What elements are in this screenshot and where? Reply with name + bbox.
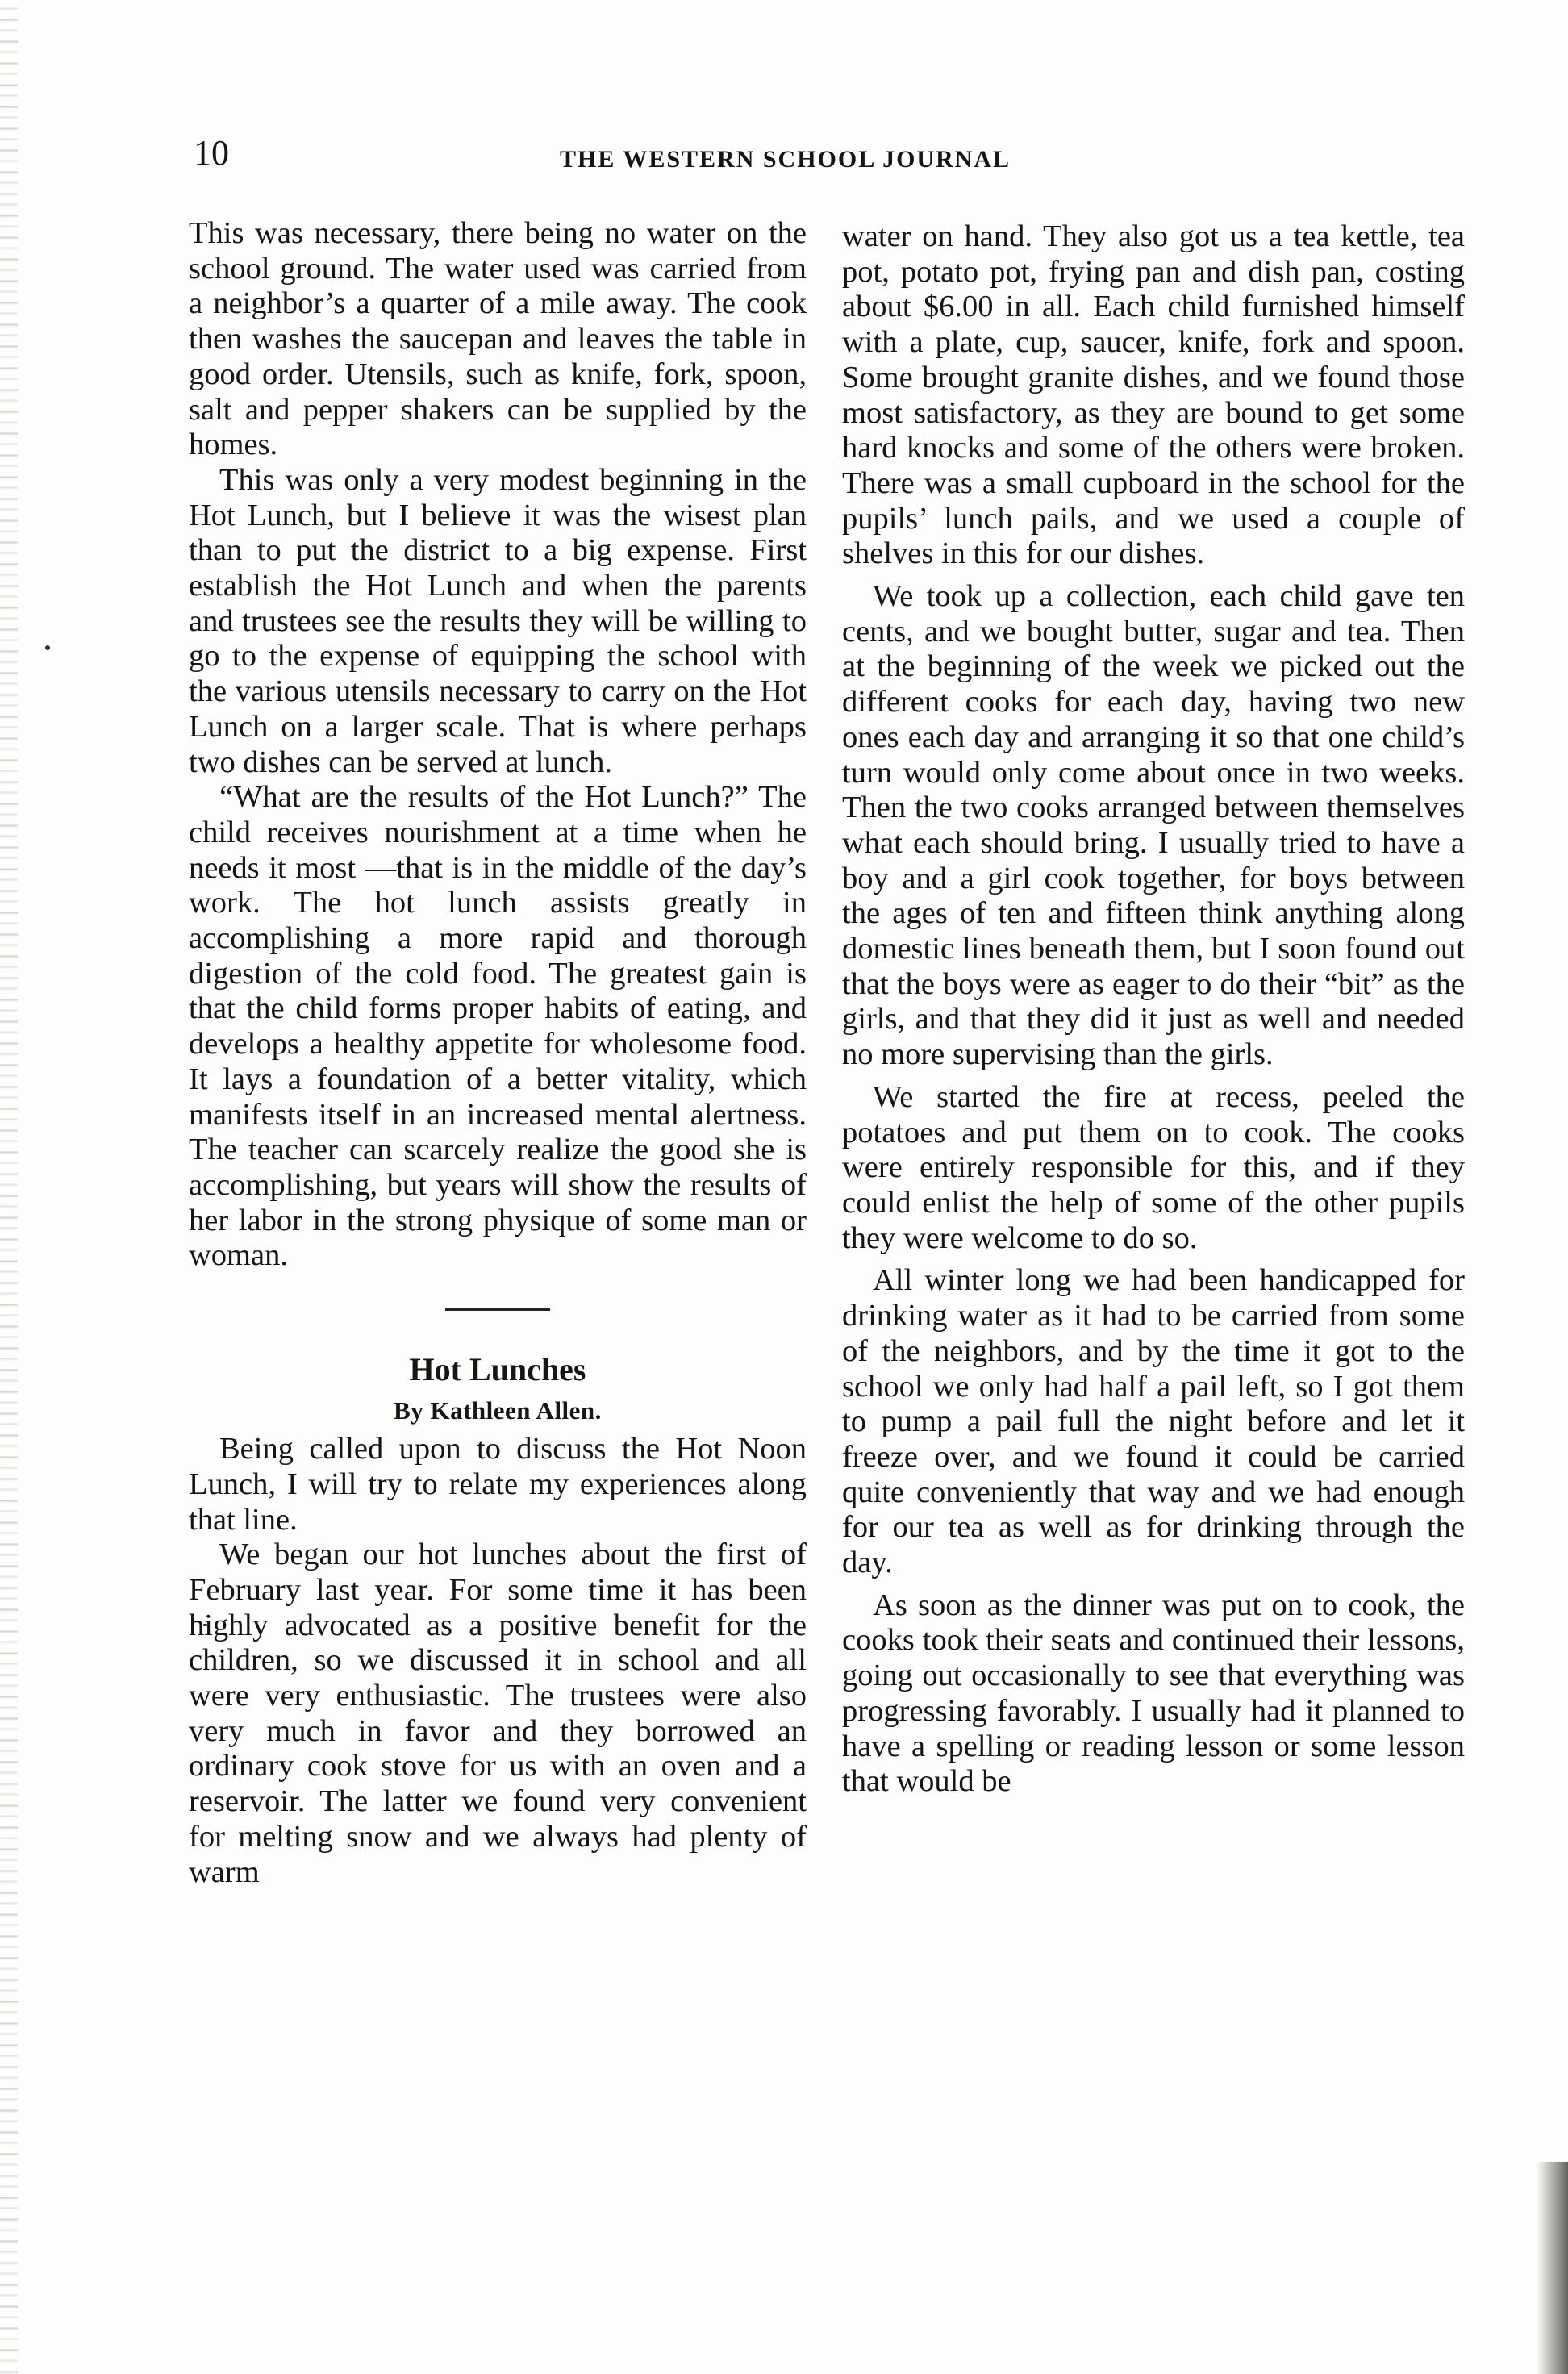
article-title: Hot Lunches [409,1351,586,1388]
paragraph: Being called upon to discuss the Hot Noon Lunch, I will try to relate my experiences along that line. [189,1432,807,1537]
paragraph: We started the fire at recess, peeled the potatoes and put them on to cook. The cooks were entirely responsible for this, and if they could enlist the help of some of the other pupils they were welcome to do so. [842,1079,1465,1255]
page-number: 10 [194,133,229,173]
paragraph: This was only a very modest beginning in the Hot Lunch, but I believe it was the wisest plan than to put the district to a big expense. First establish the Hot Lunch and when the parents and trustees see the results they will be willing to go to the expense of equipping the school with the various utensils necessary to carry on the Hot Lunch on a larger scale. That is where perhaps two dishes can be served at lunch. [189,462,807,779]
paragraph: We took up a collection, each child gave ten cents, and we bought butter, sugar and tea. Then at the beginning of the week we picked out the different cooks for each day, having two new ones each day and arranging it so that one child’s turn would only come about once in two weeks. Then the two cooks arranged between themselves what each should bring. I usually tried to have a boy and a girl cook together, for boys between the ages of ten and fifteen think anything along domestic lines beneath them, but I soon found out that the boys were as eager to do their “bit” as the girls, and that they did it just as well and needed no more supervising than the girls. [842,579,1465,1072]
stray-mark [45,645,50,650]
article-byline: By Kathleen Allen. [394,1396,602,1425]
right-column [842,219,1465,1800]
running-head: THE WESTERN SCHOOL JOURNAL [560,146,1011,173]
paragraph: As soon as the dinner was put on to cook, the cooks took their seats and continued their lessons, going out occasionally to see that everything was progressing favorably. I usually had it planned to have a spelling or reading lesson or some lesson that would be [842,1588,1465,1799]
scan-edge-right [1536,2162,1568,2374]
left-column [189,216,807,1890]
scan-edge-left [0,0,18,2374]
paragraph: We began our hot lunches about the first of February last year. For some time it has been highly advocated as a positive benefit for the children, so we discussed it in school and all were very enthusiastic. The trustees were also very much in favor and they borrowed an ordinary cook stove for us with an oven and a reservoir. The latter we found very convenient for melting snow and we always had plenty of warm [189,1537,807,1889]
paragraph: water on hand. They also got us a tea kettle, tea pot, potato pot, frying pan and dish pan, costing about $6.00 in all. Each child furnished himself with a plate, cup, saucer, knife, fork and spoon. Some brought granite dishes, and we found those most satisfactory, as they are bound to get some hard knocks and some of the others were broken. There was a small cupboard in the school for the pupils’ lunch pails, and we used a couple of shelves in this for our dishes. [842,219,1465,571]
paragraph: All winter long we had been handicapped for drinking water as it had to be carried from some of the neighbors, and by the time it got to the school we only had half a pail left, so I got them to pump a pail full the night before and let it freeze over, and we found it could be carried quite conveniently that way and we had enough for our tea as well as for drinking through the day. [842,1263,1465,1580]
section-divider [445,1308,550,1311]
paragraph: This was necessary, there being no water on the school ground. The water used was carried from a neighbor’s a quarter of a mile away. The cook then washes the saucepan and leaves the table in good order. Utensils, such as knife, fork, spoon, salt and pepper shakers can be supplied by the homes. [189,216,807,462]
paragraph: “What are the results of the Hot Lunch?” The child receives nourishment at a time when he needs it most —that is in the middle of the day’s work. The hot lunch assists greatly in accomplishing a more rapid and thorough digestion of the cold food. The greatest gain is that the child forms proper habits of eating, and develops a healthy appetite for wholesome food. It lays a foundation of a better vitality, which manifests itself in an increased mental alertness. The teacher can scarcely realize the good she is accomplishing, but years will show the results of her labor in the strong physique of some man or woman. [189,780,807,1273]
